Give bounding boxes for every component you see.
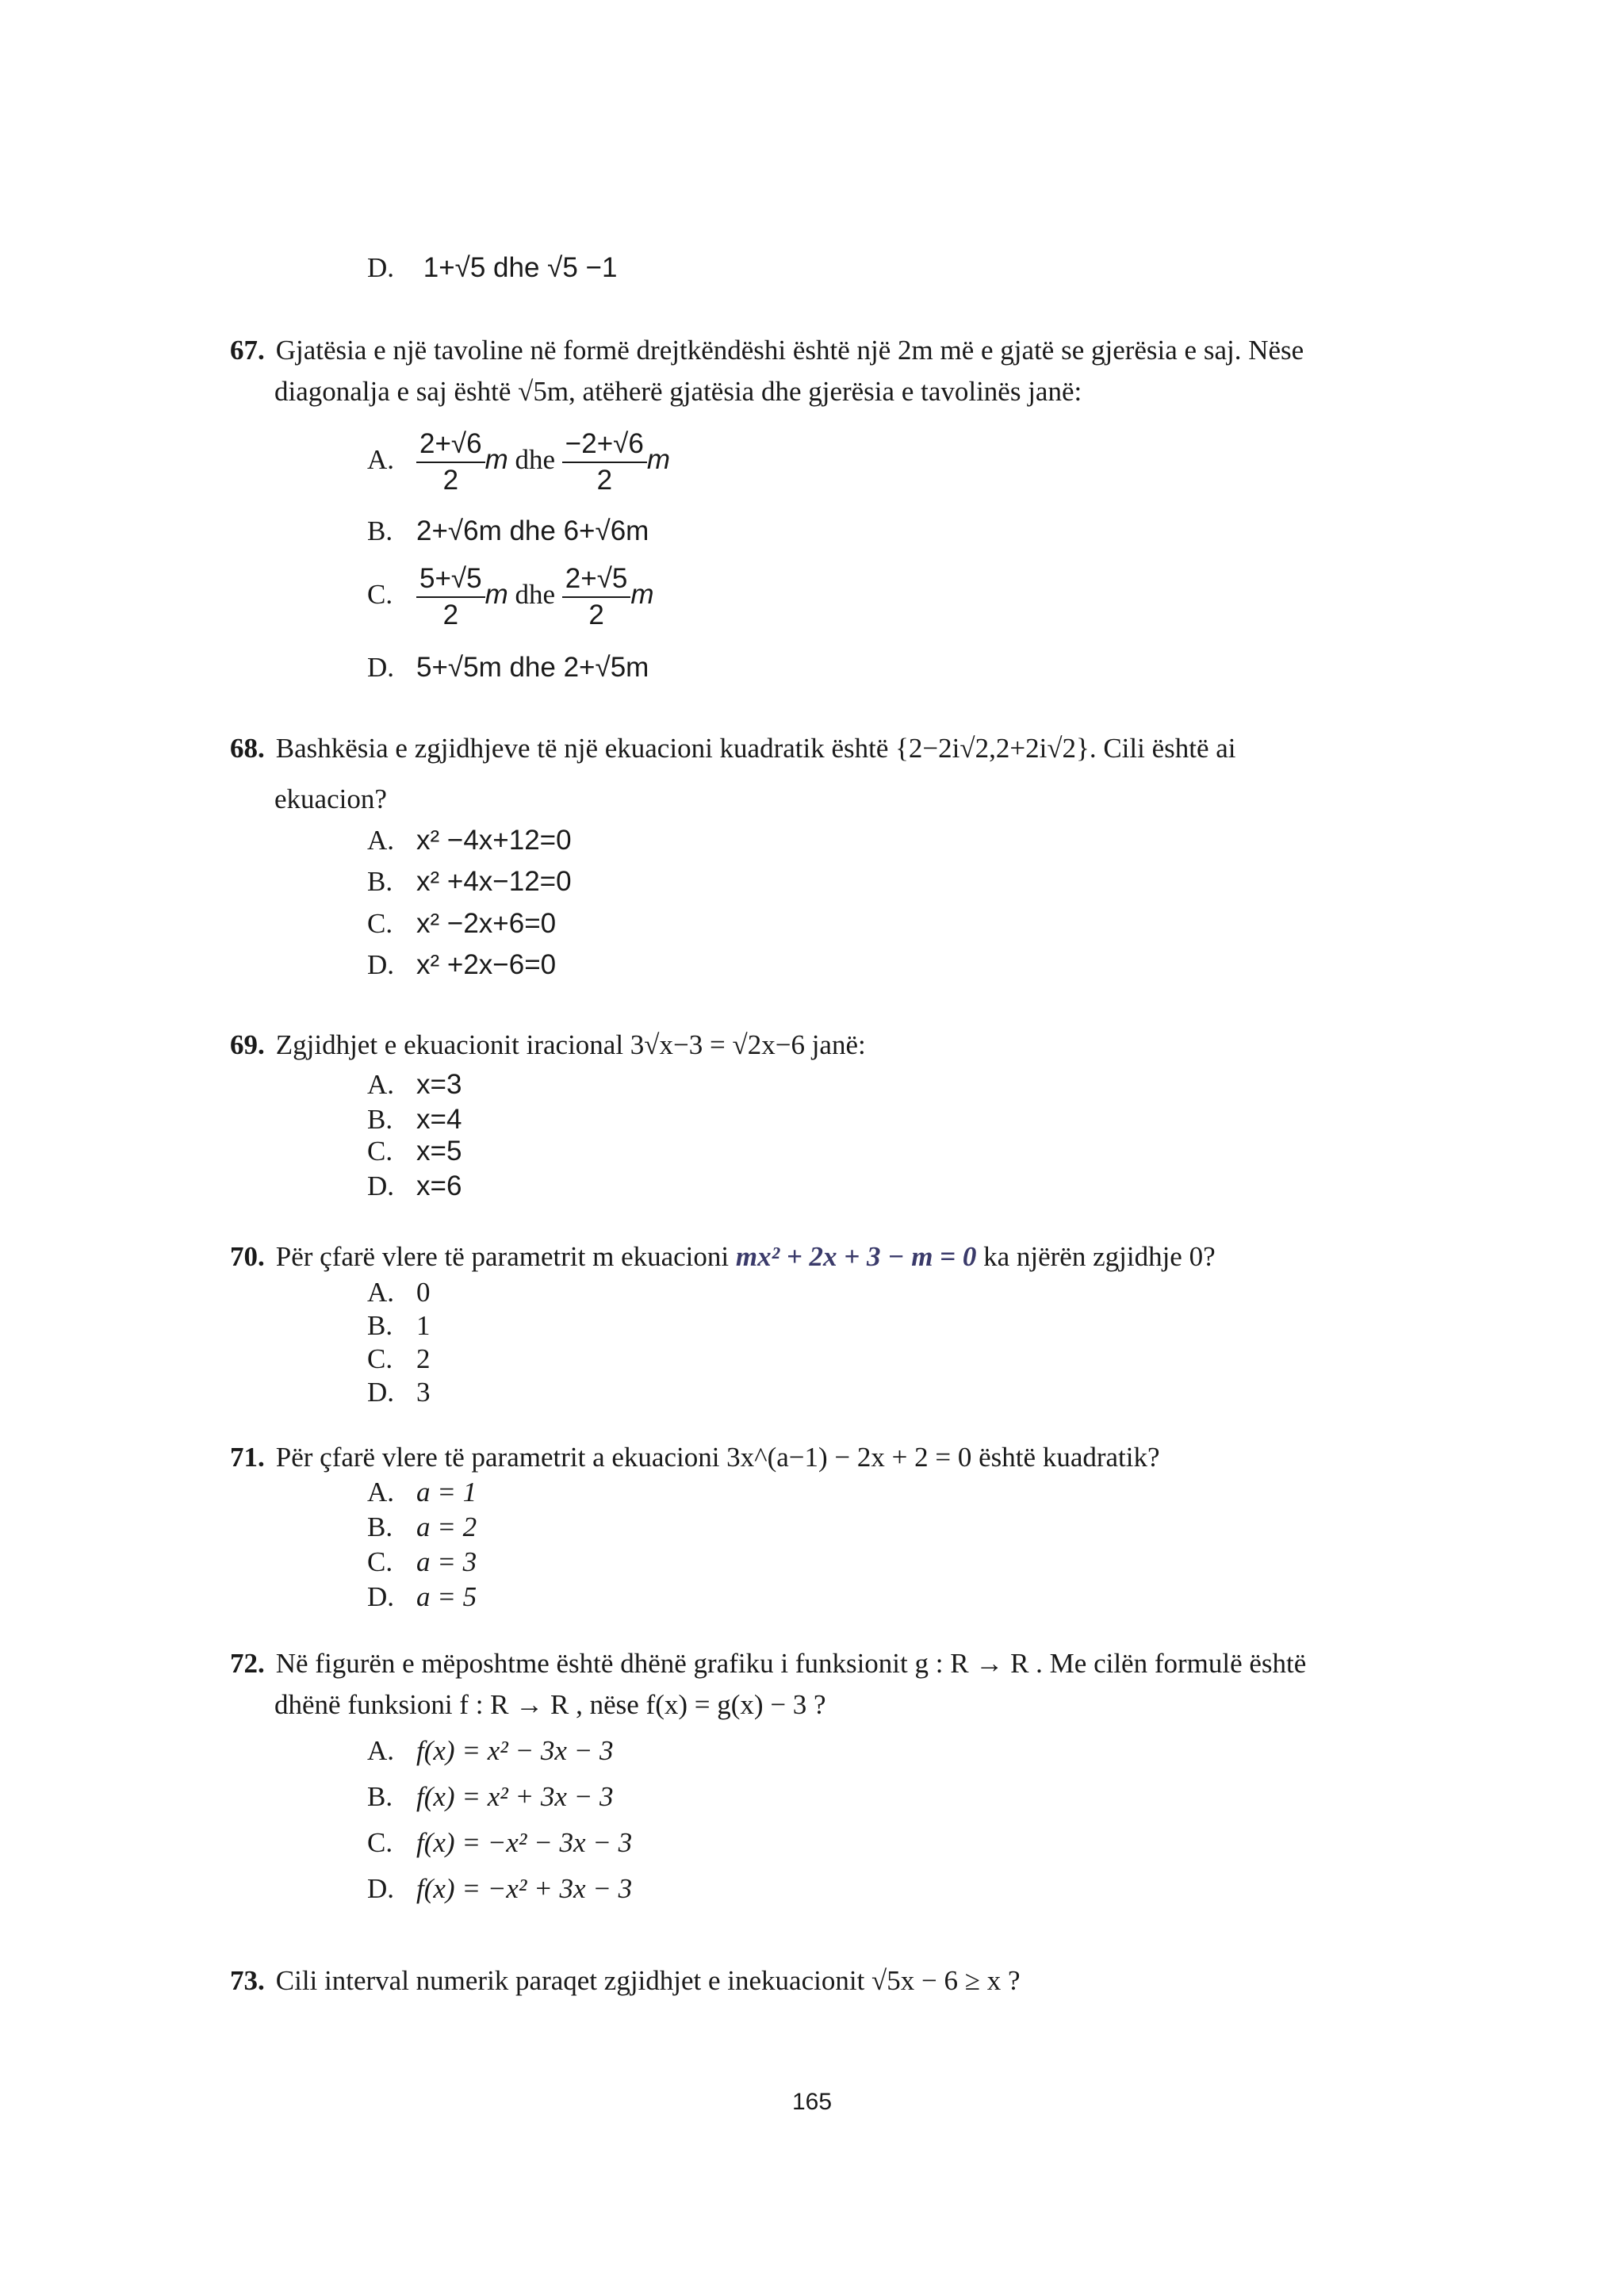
question-67 [230, 333, 1434, 368]
option-text: x=4 [416, 1104, 462, 1135]
option-letter: C. [367, 578, 393, 610]
q72-option-b [367, 1780, 614, 1814]
option-letter: B. [367, 1310, 393, 1341]
q68-option-d [367, 948, 556, 983]
option-text: f(x) = −x² − 3x − 3 [416, 1827, 633, 1858]
option-letter: D. [367, 1581, 395, 1612]
q69-option-c [367, 1134, 462, 1169]
option-text: a = 3 [416, 1546, 477, 1577]
option-letter: D. [367, 652, 395, 683]
question-number: 67. [230, 335, 265, 366]
option-letter: B. [367, 515, 393, 546]
q70-option-d [367, 1375, 431, 1410]
question-text: ka njërën zgjidhje 0? [983, 1241, 1216, 1272]
option-letter: C. [367, 908, 393, 939]
question-number: 72. [230, 1648, 265, 1679]
option-text: 1+√5 dhe √5 −1 [423, 252, 618, 283]
q67-option-a [367, 427, 670, 498]
unit: m [485, 443, 508, 475]
q71-option-d [367, 1580, 477, 1615]
option-letter: A. [367, 443, 395, 475]
option-text: 0 [416, 1277, 431, 1308]
option-letter: C. [367, 1136, 393, 1167]
question-text: ekuacion? [274, 783, 387, 814]
question-72-line2 [274, 1688, 1434, 1722]
option-text: a = 1 [416, 1477, 477, 1508]
q69-option-d [367, 1169, 462, 1204]
option-text: x=3 [416, 1069, 462, 1100]
option-text: x² +2x−6=0 [416, 949, 557, 980]
option-text: x² −2x+6=0 [416, 908, 557, 939]
option-text: f(x) = −x² + 3x − 3 [416, 1873, 633, 1904]
option-text: 1 [416, 1310, 431, 1341]
question-text: dhënë funksioni f : R → R , nëse f(x) = g(x) − 3 ? [274, 1689, 826, 1720]
option-letter: D. [367, 1170, 395, 1201]
question-71 [230, 1440, 1434, 1475]
numerator: 2+√6 [416, 427, 485, 463]
option-letter: A. [367, 1069, 395, 1100]
question-69 [230, 1028, 1434, 1063]
q72-option-a [367, 1734, 614, 1768]
fraction [416, 561, 485, 633]
q69-option-b [367, 1102, 462, 1137]
option-text: a = 5 [416, 1581, 477, 1612]
option-text: x² +4x−12=0 [416, 866, 572, 897]
q69-option-a [367, 1067, 462, 1102]
option-letter: B. [367, 1781, 393, 1812]
question-text: diagonalja e saj është √5m, atëherë gjatësia dhe gjerësia e tavolinës janë: [274, 376, 1082, 407]
question-68-line2 [274, 782, 1434, 817]
option-text: f(x) = x² + 3x − 3 [416, 1781, 614, 1812]
q70-option-c [367, 1342, 431, 1377]
option-text: 2 [416, 1343, 431, 1374]
conjunction: dhe [515, 443, 556, 475]
option-letter: C. [367, 1343, 393, 1374]
option-text: 3 [416, 1377, 431, 1408]
q67-option-c [367, 561, 654, 633]
option-letter: D. [367, 1873, 395, 1904]
fraction [416, 427, 485, 498]
q71-option-c [367, 1545, 477, 1580]
option-letter: B. [367, 1511, 393, 1542]
fraction [562, 427, 647, 498]
option-letter: B. [367, 1104, 393, 1135]
option-text: x² −4x+12=0 [416, 825, 572, 856]
unit: m [485, 578, 508, 610]
option-text: f(x) = x² − 3x − 3 [416, 1735, 614, 1766]
question-number: 71. [230, 1442, 265, 1473]
q70-option-a [367, 1275, 431, 1310]
option-letter: A. [367, 1735, 395, 1766]
option-letter: B. [367, 866, 393, 897]
option-letter: A. [367, 825, 395, 856]
option-letter: A. [367, 1277, 395, 1308]
question-67-line2 [274, 374, 1434, 409]
question-text: Në figurën e mëposhtme është dhënë grafiku i funksionit g : R → R . Me cilën formulë është [275, 1648, 1307, 1679]
option-letter: C. [367, 1546, 393, 1577]
option-text: 5+√5m dhe 2+√5m [416, 652, 649, 683]
question-text: Për çfarë vlere të parametrit a ekuacioni 3x^(a−1) − 2x + 2 = 0 është kuadratik? [275, 1442, 1160, 1473]
fraction [562, 561, 631, 633]
option-letter: A. [367, 1477, 395, 1508]
question-number: 70. [230, 1241, 265, 1272]
denominator: 2 [596, 464, 613, 496]
question-70 [230, 1239, 1434, 1274]
question-text: Për çfarë vlere të parametrit m ekuacioni [275, 1241, 730, 1272]
numerator: −2+√6 [562, 427, 647, 463]
option-letter: D. [367, 252, 395, 283]
q71-option-b [367, 1510, 477, 1545]
q71-option-a [367, 1475, 477, 1510]
page-number: 165 [791, 2089, 833, 2115]
unit: m [646, 443, 670, 475]
question-text: Zgjidhjet e ekuacionit iracional 3√x−3 = √2x−6 janë: [275, 1029, 866, 1060]
q68-option-a [367, 823, 572, 858]
conjunction: dhe [515, 578, 556, 610]
q72-option-c [367, 1826, 632, 1860]
question-text: Bashkësia e zgjidhjeve të një ekuacioni kuadratik është {2−2i√2,2+2i√2}. Cili është ai [275, 733, 1236, 764]
q68-option-b [367, 864, 572, 899]
q72-option-d [367, 1871, 632, 1906]
q67-option-b [367, 514, 649, 549]
question-73 [230, 1963, 1434, 1998]
option-text: x=5 [416, 1136, 462, 1167]
option-text: x=6 [416, 1170, 462, 1201]
option-text: a = 2 [416, 1511, 477, 1542]
denominator: 2 [588, 599, 604, 630]
denominator: 2 [442, 464, 459, 496]
question-72 [230, 1646, 1434, 1681]
question-number: 68. [230, 733, 265, 764]
equation: mx² + 2x + 3 − m = 0 [735, 1241, 977, 1272]
denominator: 2 [442, 599, 459, 630]
q70-option-b [367, 1308, 431, 1343]
unit: m [630, 578, 654, 610]
option-letter: D. [367, 949, 395, 980]
option-letter: C. [367, 1827, 393, 1858]
question-text: Cili interval numerik paraqet zgjidhjet e inekuacionit √5x − 6 ≥ x ? [275, 1965, 1021, 1996]
q68-option-c [367, 906, 556, 941]
option-text: 2+√6m dhe 6+√6m [416, 515, 649, 546]
option-d-prev-question [367, 251, 617, 285]
question-68 [230, 731, 1434, 766]
option-letter: D. [367, 1377, 395, 1408]
question-number: 73. [230, 1965, 265, 1996]
numerator: 2+√5 [562, 561, 631, 598]
question-number: 69. [230, 1029, 265, 1060]
question-text: Gjatësia e një tavoline në formë drejtkëndëshi është një 2m më e gjatë se gjerësia e saj. Nëse [275, 335, 1304, 366]
numerator: 5+√5 [416, 561, 485, 598]
q67-option-d [367, 650, 649, 685]
